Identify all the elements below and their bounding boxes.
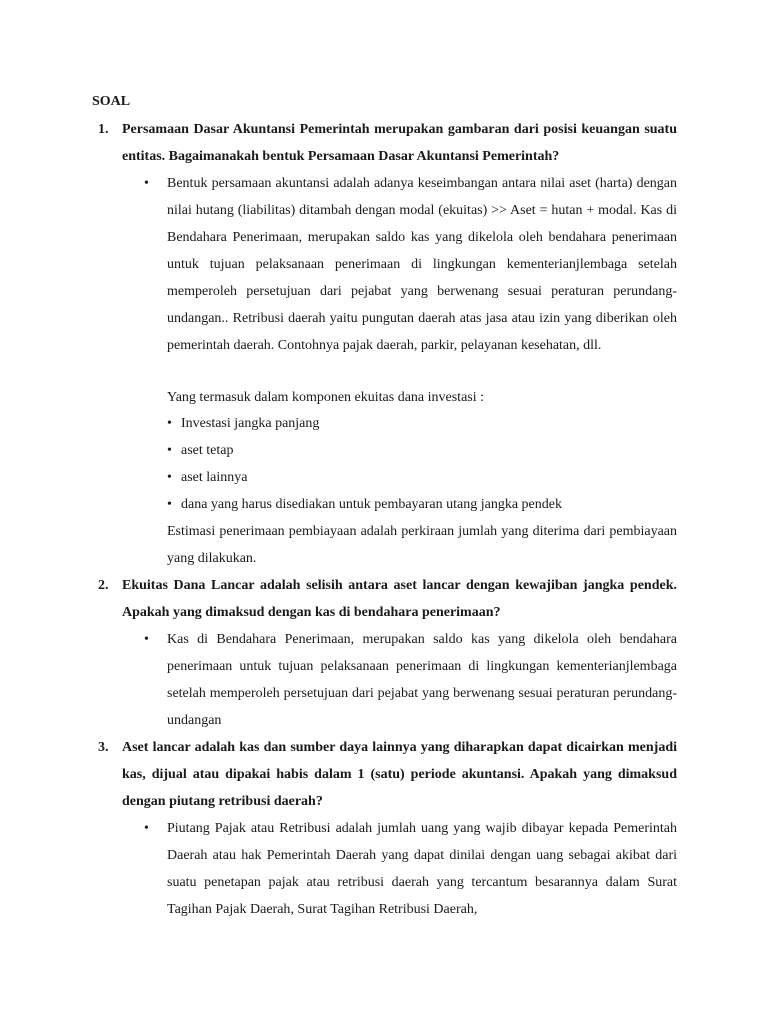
answer-text: Kas di Bendahara Penerimaan, merupakan saldo kas yang dikelola oleh bendahara penerimaan untuk tujuan pelaksanaan penerimaan di lingkungan kementerianjlembaga setelah memperoleh persetujuan dari pejabat yang berwenang sesuai peraturan perundang-undangan [167,632,677,728]
bullet-icon: • [144,176,149,191]
bullet-icon: • [167,497,172,512]
question-3 [98,734,677,815]
answer-text: Bentuk persamaan akuntansi adalah adanya keseimbangan antara nilai aset (harta) dengan nilai hutang (liabilitas) ditambah dengan modal (ekuitas) >> Aset = hutan + modal. Kas di Bendahara Penerimaan, merupakan saldo kas yang dikelola oleh bendahara penerimaan untuk tujuan pelaksanaan penerimaan di lingkungan kementerianjlembaga setelah memperoleh persetujuan dari pejabat yang berwenang sesuai peraturan perundang-undangan.. Retribusi daerah yaitu pungutan daerah atas jasa atau izin yang diberikan oleh pemerintah daerah. Contohnya pajak daerah, parkir, pelayanan kesehatan, dll. [167,176,677,353]
list-item: • aset tetap [167,437,677,464]
list-item: • Investasi jangka panjang [167,410,677,437]
question-number: 3. [98,740,109,755]
question-number: 1. [98,122,109,137]
answer-1 [144,170,677,359]
bullet-icon: • [167,416,172,431]
answer-3 [144,815,677,923]
list-intro: Yang termasuk dalam komponen ekuitas dana investasi : [167,390,485,405]
list-item: • aset lainnya [167,464,677,491]
page-heading: SOAL [92,94,131,109]
answer-text: Piutang Pajak atau Retribusi adalah jumlah uang yang wajib dibayar kepada Pemerintah Daerah atau hak Pemerintah Daerah yang dapat dinilai dengan uang sebagai akibat dari suatu penetapan pajak atau retribusi daerah yang tercantum besarannya dalam Surat Tagihan Pajak Daerah, Surat Tagihan Retribusi Daerah, [167,821,677,917]
closing-paragraph: Estimasi penerimaan pembiayaan adalah perkiraan jumlah yang diterima dari pembiayaan yang dilakukan. [167,524,677,566]
question-text: Aset lancar adalah kas dan sumber daya lainnya yang diharapkan dapat dicairkan menjadi kas, dijual atau dipakai habis dalam 1 (satu) periode akuntansi. Apakah yang dimaksud dengan piutang retribusi daerah? [122,740,677,809]
question-1 [98,116,677,170]
bullet-icon: • [167,470,172,485]
answer-2 [144,626,677,734]
question-number: 2. [98,578,109,593]
question-text: Ekuitas Dana Lancar adalah selisih antara aset lancar dengan kewajiban jangka pendek. Apakah yang dimaksud dengan kas di bendahara penerimaan? [122,578,677,620]
bullet-icon: • [144,632,149,647]
question-2 [98,572,677,626]
bullet-icon: • [167,443,172,458]
question-text: Persamaan Dasar Akuntansi Pemerintah merupakan gambaran dari posisi keuangan suatu entitas. Bagaimanakah bentuk Persamaan Dasar Akuntansi Pemerintah? [122,122,677,164]
list-item: • dana yang harus disediakan untuk pembayaran utang jangka pendek [167,491,677,518]
bullet-icon: • [144,821,149,836]
equity-components-list [167,410,677,518]
